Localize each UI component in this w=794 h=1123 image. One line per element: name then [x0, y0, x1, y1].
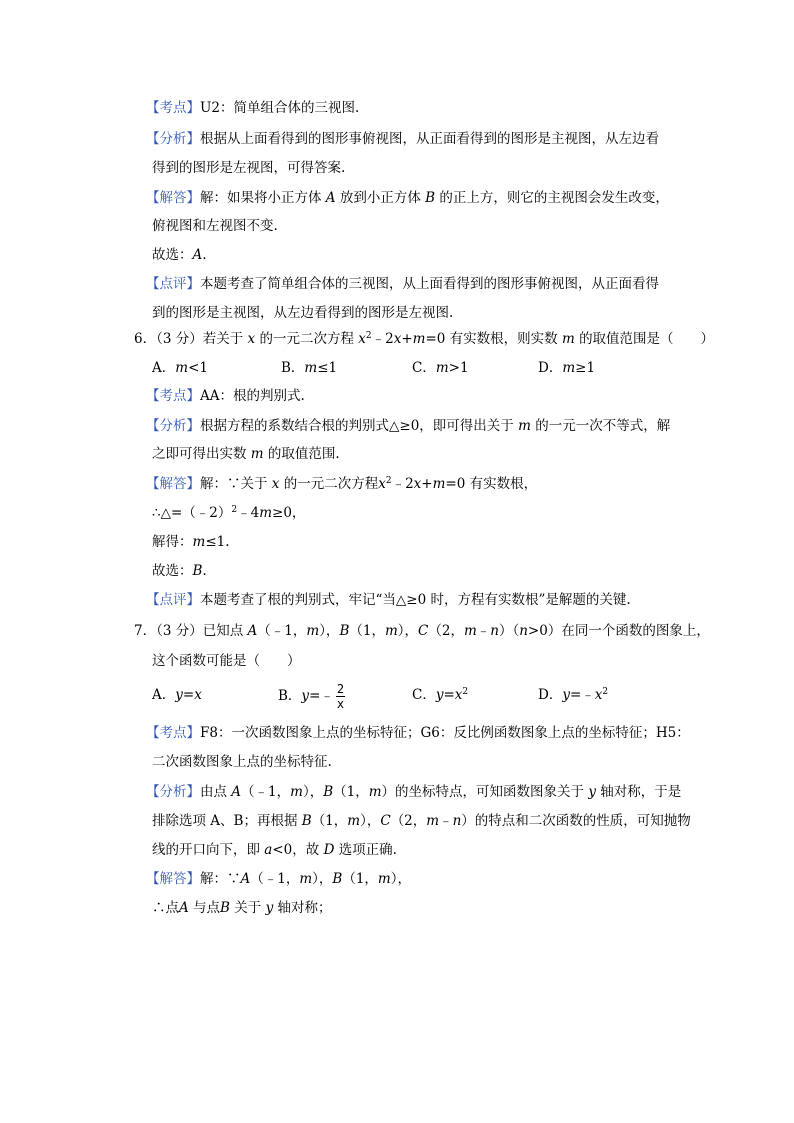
- q7-kaodian-line1: 【考点】F8：一次函数图象上点的坐标特征；G6：反比例函数图象上点的坐标特征；H5：: [146, 725, 690, 741]
- q6-option-c: C．m>1: [412, 360, 469, 376]
- q7-symmetry-line: ∴点A 与点B 关于 y 轴对称；: [152, 900, 332, 916]
- q6-fenxi-line1: 【分析】根据方程的系数结合根的判别式△≥0，即可得出关于 m 的一元一次不等式，解: [146, 418, 671, 434]
- q7-option-c: C．$y=x^2$: [412, 687, 469, 703]
- q6-discriminant-line: ∴△=（﹣2）$^2$﹣4m≥0，: [152, 505, 306, 521]
- q6-option-b: B．m≤1: [281, 360, 338, 376]
- q5-fenxi-line1: 【分析】根据从上面看得到的图形事俯视图，从正面看得到的图形是主视图，从左边看: [146, 131, 659, 147]
- q7-stem-line1: 7．（3 分）已知点 A（﹣1，m），B（1，m），C（2，m﹣n）（n>0）在同一个函数的图象上，: [134, 623, 710, 639]
- q7-fenxi-line1: 【分析】由点 A（﹣1，m），B（1，m）的坐标特点，可知函数图象关于 y 轴对称，于是: [146, 784, 682, 800]
- q6-answer: 故选：B.: [152, 563, 207, 579]
- q7-jieda: 【解答】解：∵A（﹣1，m），B（1，m），: [146, 871, 411, 887]
- q5-answer: 故选：A.: [152, 247, 207, 263]
- q7-kaodian-line2: 二次函数图象上点的坐标特征.: [152, 754, 332, 770]
- q7-option-a: A．y=x: [152, 687, 202, 703]
- q7-fenxi-line2: 排除选项 A、B；再根据 B（1，m），C（2，m﹣n）的特点和二次函数的性质，可知抛物: [152, 813, 691, 829]
- q7-option-b: B．y=﹣ $\frac{2}{x}$: [278, 682, 345, 711]
- q5-kaodian: 【考点】U2：简单组合体的三视图.: [146, 100, 360, 116]
- q6-kaodian: 【考点】AA：根的判别式.: [146, 388, 305, 404]
- q6-fenxi-line2: 之即可得出实数 m 的取值范围.: [152, 446, 340, 462]
- q6-option-a: A．m<1: [152, 360, 208, 376]
- q7-fenxi-line3: 线的开口向下，即 a<0，故 D 选项正确.: [152, 842, 397, 858]
- q6-option-d: D．m≥1: [538, 360, 596, 376]
- q5-jieda-line2: 俯视图和左视图不变.: [152, 218, 278, 234]
- q6-solve-line: 解得：m≤1.: [152, 534, 230, 550]
- q5-jieda-line1: 【解答】解：如果将小正方体 A 放到小正方体 B 的正上方，则它的主视图会发生改变，: [146, 190, 669, 206]
- q6-stem: 6．（3 分）若关于 x 的一元二次方程 $x^2﹣2x+m=0$ 有实数根，则实数 m 的取值范围是（ ）: [134, 331, 715, 347]
- q6-dianping: 【点评】本题考查了根的判别式，牢记“当△≥0 时，方程有实数根”是解题的关键.: [146, 592, 631, 608]
- q7-stem-line2: 这个函数可能是（ ）: [152, 653, 301, 669]
- q5-fenxi-line2: 得到的图形是左视图，可得答案.: [152, 160, 346, 176]
- fraction-2-over-x: $\frac{2}{x}$: [336, 682, 345, 711]
- q7-option-d: D．$y=﹣x^2$: [538, 687, 609, 703]
- q6-jieda: 【解答】解：∵关于 x 的一元二次方程$x^2﹣2x+m=0$ 有实数根，: [146, 476, 538, 492]
- q5-dianping-line1: 【点评】本题考查了简单组合体的三视图，从上面看得到的图形事俯视图，从正面看得: [146, 276, 659, 292]
- q5-dianping-line2: 到的图形是主视图，从左边看得到的图形是左视图.: [152, 305, 454, 321]
